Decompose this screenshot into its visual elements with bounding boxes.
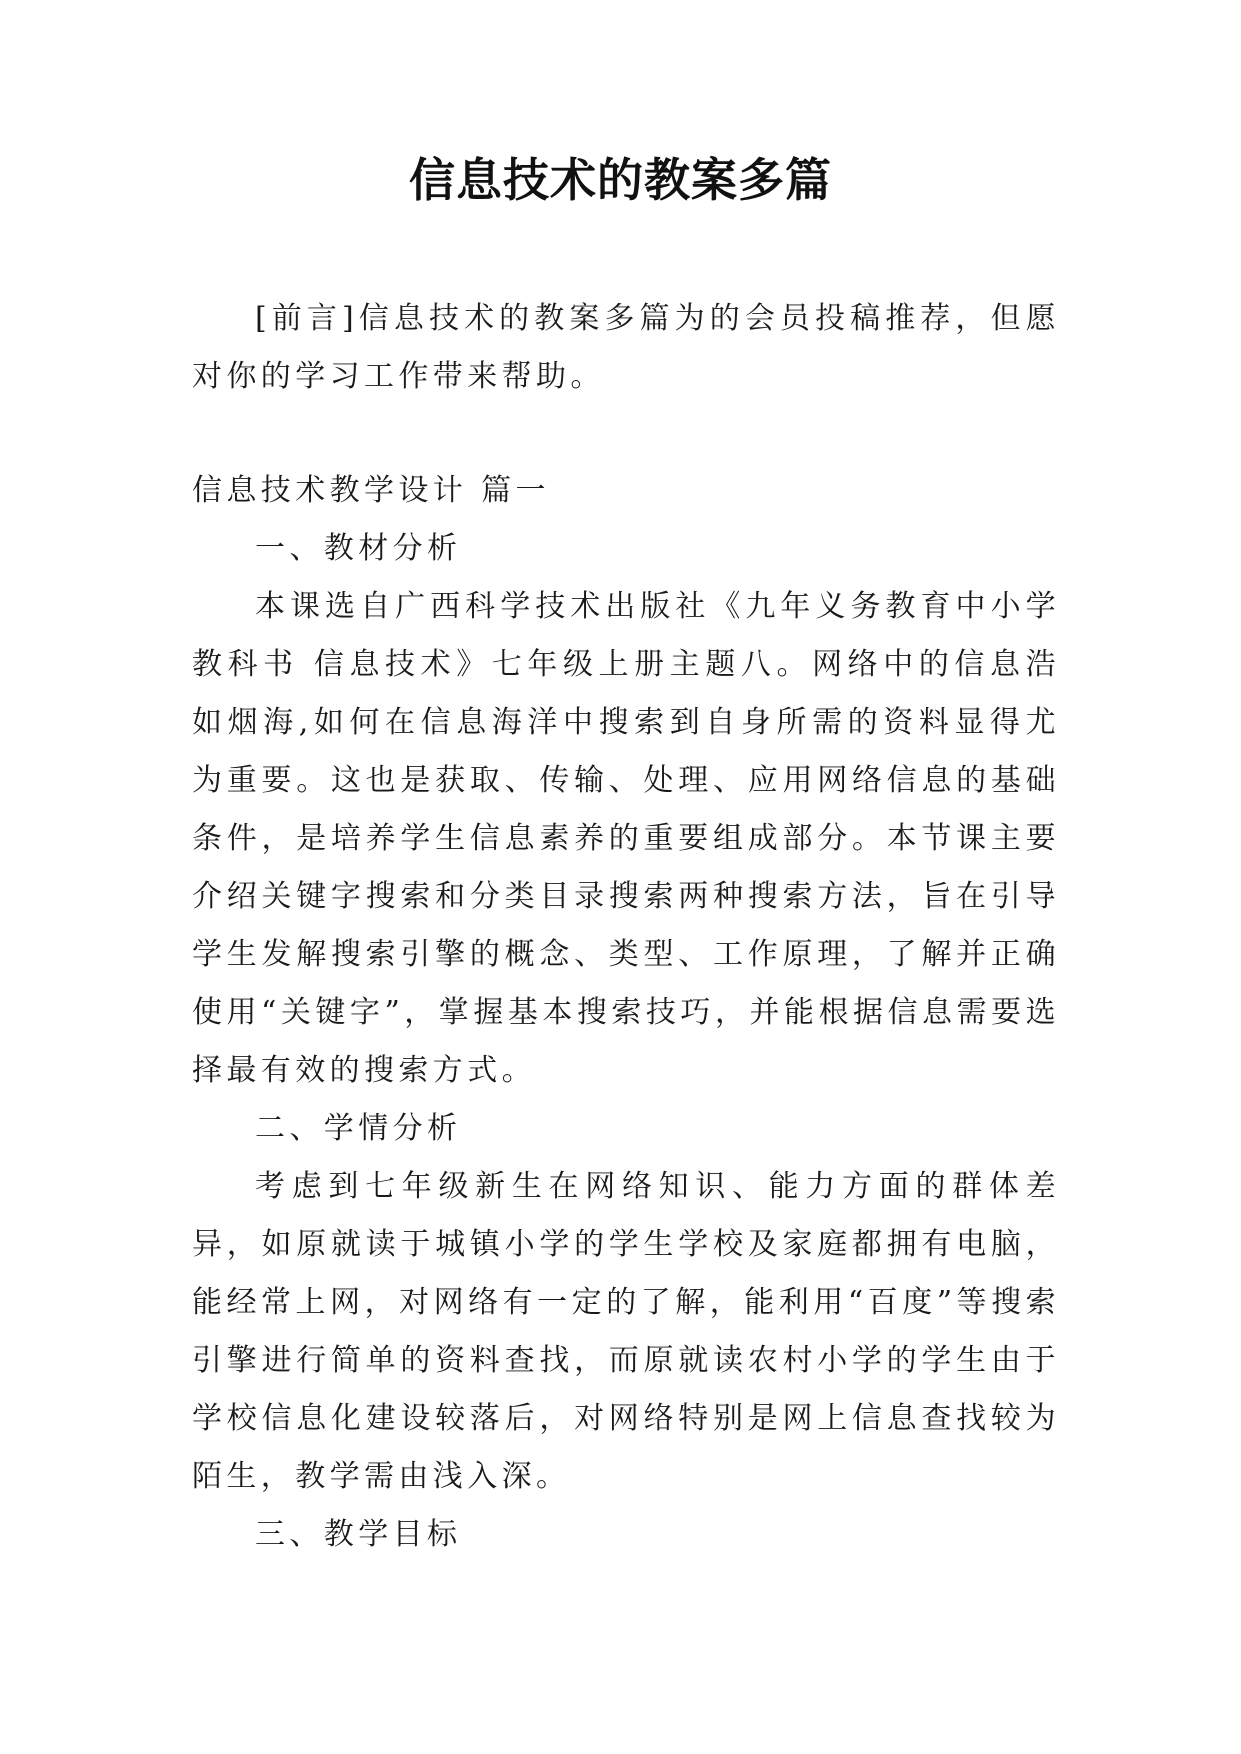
paragraph-student-analysis: 考虑到七年级新生在网络知识、能力方面的群体差异，如原就读于城镇小学的学生学校及家庭都拥有电脑，能经常上网，对网络有一定的了解，能利用“百度”等搜索引擎进行简单的资料查找，而原就读农村小学的学生由于学校信息化建设较落后，对网络特别是网上信息查找较为陌生，教学需由浅入深。 (192, 1169, 1060, 1494)
lesson-section (192, 462, 1060, 1564)
preface-block (192, 290, 1060, 406)
section-title: 信息技术教学设计 篇一 (192, 473, 550, 508)
heading-teaching-goals: 三、教学目标 (255, 1517, 462, 1552)
paragraph-textbook-analysis: 本课选自广西科学技术出版社《九年义务教育中小学教科书 信息技术》七年级上册主题八。网络中的信息浩如烟海,如何在信息海洋中搜索到自身所需的资料显得尤为重要。这也是获取、传输、处理、应用网络信息的基础条件，是培养学生信息素养的重要组成部分。本节课主要介绍关键字搜索和分类目录搜索两种搜索方法，旨在引导学生发解搜索引擎的概念、类型、工作原理，了解并正确使用“关键字”，掌握基本搜索技巧，并能根据信息需要选择最有效的搜索方式。 (192, 589, 1060, 1088)
preface-paragraph: [前言]信息技术的教案多篇为的会员投稿推荐，但愿对你的学习工作带来帮助。 (192, 301, 1060, 394)
heading-textbook-analysis: 一、教材分析 (255, 531, 462, 566)
heading-student-analysis: 二、学情分析 (255, 1111, 462, 1146)
document-title: 信息技术的教案多篇 (409, 153, 832, 207)
